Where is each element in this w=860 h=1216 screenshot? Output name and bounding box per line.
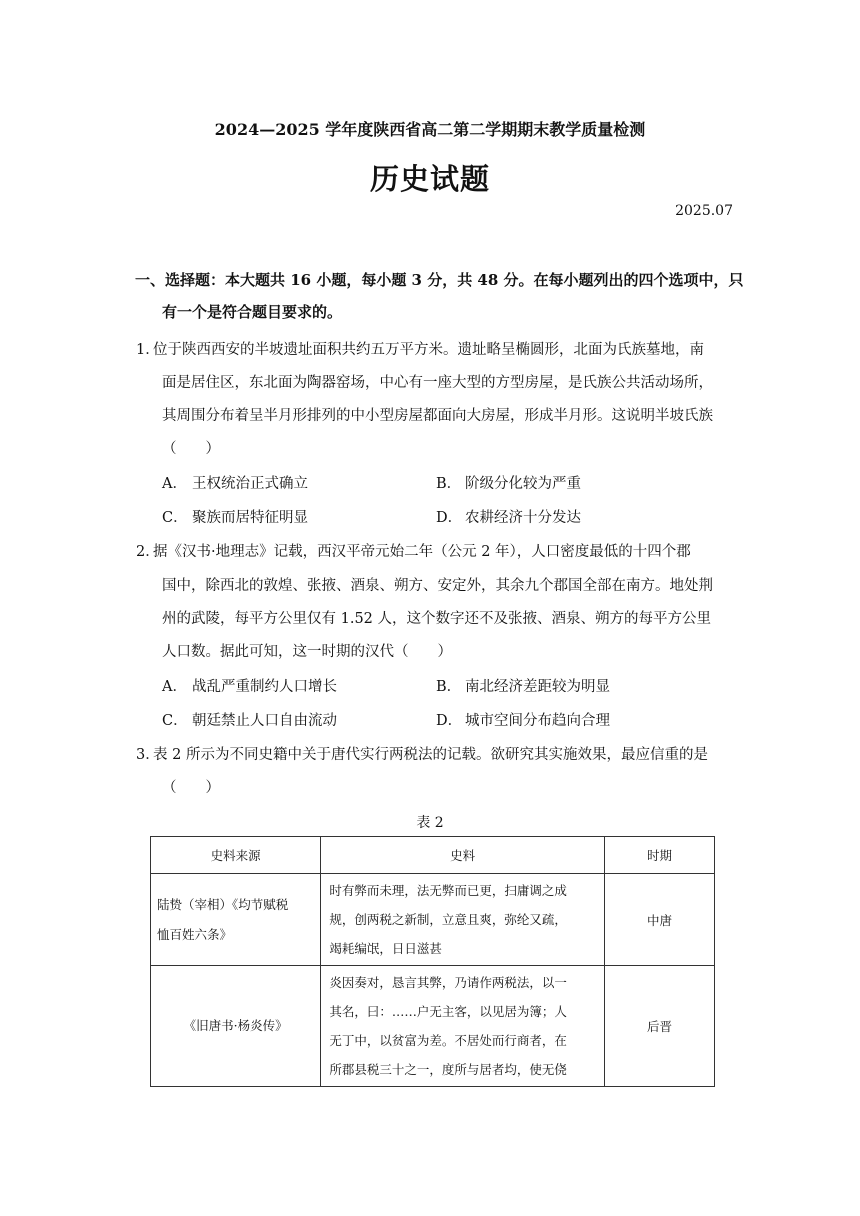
question-2-line: 国中，除西北的敦煌、张掖、酒泉、朔方、安定外，其余九个郡国全部在南方。地处荆 [162, 578, 713, 594]
option-label: A． [162, 476, 187, 492]
option-text: 阶级分化较为严重 [465, 476, 581, 492]
source-line: 恤百姓六条》 [157, 926, 233, 942]
source-cell [151, 966, 321, 1087]
option-text: 城市空间分布趋向合理 [465, 713, 610, 729]
section-heading: 一、选择题：本大题共 16 小题，每小题 3 分，共 48 分。在每小题列出的四个选项中，只 [135, 271, 744, 289]
option-label: A． [162, 679, 187, 695]
question-2-number: 2． [136, 544, 160, 560]
option-label: C． [162, 510, 188, 526]
content-line: 炎因奏对，恳言其弊，乃请作两税法，以一 [329, 975, 567, 990]
option-text: 战乱严重制约人口增长 [192, 679, 337, 695]
content-line: 其名，曰：……户无主客，以见居为簿；人 [329, 1004, 567, 1019]
option-label: D． [436, 713, 463, 729]
period-cell: 中唐 [605, 874, 715, 966]
option-label: D． [436, 510, 463, 526]
table-row [151, 874, 715, 966]
table-header-cell: 史料来源 [151, 837, 321, 874]
content-cell [321, 966, 605, 1087]
table-caption: 表 2 [416, 815, 444, 831]
table-row [151, 966, 715, 1087]
content-line: 时有弊而未理，法无弊而已更，扫庸调之成 [329, 883, 567, 898]
option-text: 聚族而居特征明显 [192, 510, 308, 526]
question-3-number: 3． [136, 747, 160, 763]
exam-date: 2025.07 [675, 203, 733, 219]
option-text: 朝廷禁止人口自由流动 [192, 713, 337, 729]
subject-title: 历史试题 [369, 162, 490, 196]
content-cell [321, 874, 605, 966]
content-line: 无丁中，以贫富为差。不居处而行商者，在 [329, 1033, 567, 1048]
section-heading-cont: 有一个是符合题目要求的。 [162, 303, 343, 321]
content-line: 竭耗编氓，日日滋甚 [329, 941, 442, 956]
content-line: 规，创两税之新制，立意且爽，弥纶又疏， [329, 912, 567, 927]
question-3-line: （ ） [162, 780, 220, 796]
option-label: B． [436, 679, 462, 695]
content-line: 所郡县税三十之一，度所与居者均，使无侥 [329, 1062, 567, 1077]
question-1-line: （ ） [162, 441, 220, 457]
source-table [150, 836, 715, 1087]
period-cell: 后晋 [605, 966, 715, 1087]
option-label: B． [436, 476, 462, 492]
table-header-cell: 史料 [321, 837, 605, 874]
source-cell [151, 874, 321, 966]
option-label: C． [162, 713, 188, 729]
option-text: 南北经济差距较为明显 [465, 679, 610, 695]
question-1-line: 位于陕西西安的半坡遗址面积共约五万平方米。遗址略呈椭圆形，北面为氏族墓地，南 [153, 342, 704, 358]
source-line: 《旧唐书·杨炎传》 [183, 1018, 288, 1033]
question-3-line: 表 2 所示为不同史籍中关于唐代实行两税法的记载。欲研究其实施效果，最应信重的是 [153, 747, 708, 763]
question-1-line: 面是居住区，东北面为陶器窑场，中心有一座大型的方型房屋，是氏族公共活动场所， [162, 375, 713, 391]
option-text: 王权统治正式确立 [192, 476, 308, 492]
table-header-row [151, 837, 715, 874]
question-2-line: 据《汉书·地理志》记载，西汉平帝元始二年（公元 2 年），人口密度最低的十四个郡 [153, 544, 691, 560]
question-2-line: 人口数。据此可知，这一时期的汉代（ ） [162, 644, 452, 660]
source-line: 陆贽（宰相）《均节赋税 [157, 896, 289, 912]
exam-title: 2024—2025 学年度陕西省高二第二学期期末教学质量检测 [214, 120, 646, 139]
question-1-number: 1． [136, 342, 160, 358]
option-text: 农耕经济十分发达 [465, 510, 581, 526]
question-1-line: 其周围分布着呈半月形排列的中小型房屋都面向大房屋，形成半月形。这说明半坡氏族 [162, 408, 713, 424]
table-header-cell: 时期 [605, 837, 715, 874]
question-2-line: 州的武陵，每平方公里仅有 1.52 人，这个数字还不及张掖、酒泉、朔方的每平方公里 [162, 611, 712, 627]
